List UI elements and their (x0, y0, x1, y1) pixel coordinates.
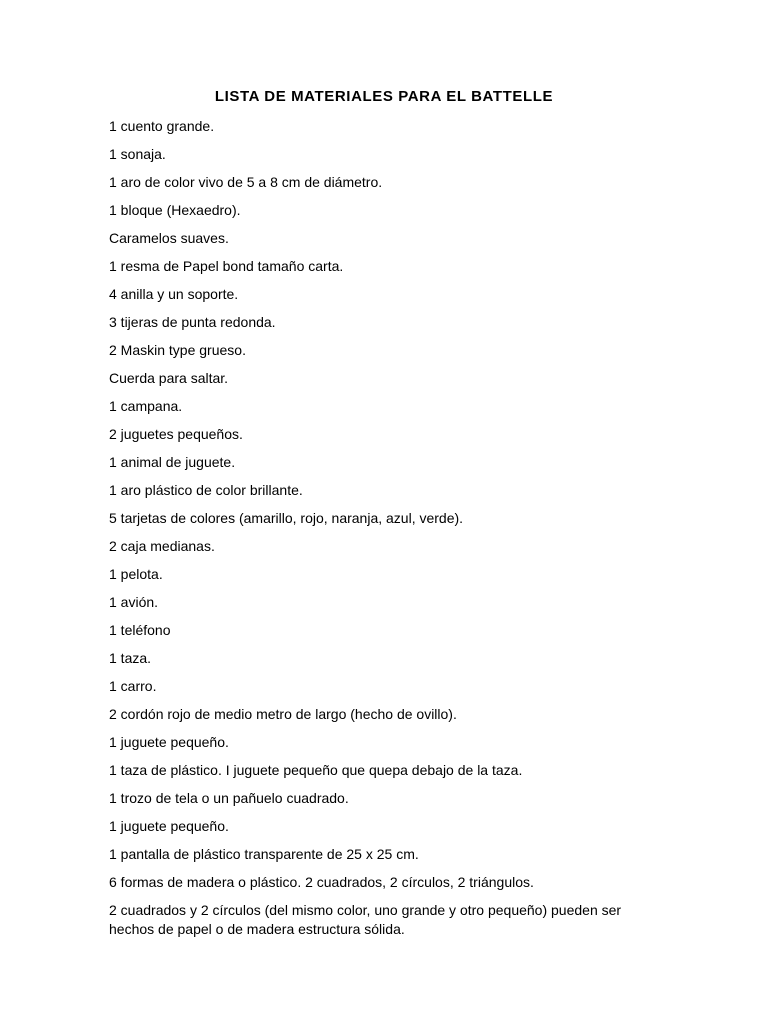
list-item: 1 aro de color vivo de 5 a 8 cm de diámetro. (109, 174, 383, 190)
list-item: 1 carro. (109, 678, 157, 694)
list-item: 1 pantalla de plástico transparente de 25 x 25 cm. (109, 846, 419, 862)
list-item: 1 pelota. (109, 566, 163, 582)
list-item: 1 aro plástico de color brillante. (109, 482, 303, 498)
list-item: 1 cuento grande. (109, 118, 215, 134)
list-item: 1 taza de plástico. I juguete pequeño que quepa debajo de la taza. (109, 762, 523, 778)
list-item: 1 juguete pequeño. (109, 734, 229, 750)
list-item: 1 teléfono (109, 622, 171, 638)
list-item: 1 juguete pequeño. (109, 818, 229, 834)
list-item: 1 resma de Papel bond tamaño carta. (109, 258, 344, 274)
list-item: 1 campana. (109, 398, 183, 414)
list-item: 2 cordón rojo de medio metro de largo (hecho de ovillo). (109, 706, 457, 722)
list-item: 1 bloque (Hexaedro). (109, 202, 241, 218)
document-title: LISTA DE MATERIALES PARA EL BATTELLE (214, 88, 554, 105)
list-item: 1 sonaja. (109, 146, 166, 162)
list-item: 2 Maskin type grueso. (109, 342, 246, 358)
list-item: 6 formas de madera o plástico. 2 cuadrados, 2 círculos, 2 triángulos. (109, 874, 534, 890)
materials-list (109, 117, 669, 948)
list-item: 1 trozo de tela o un pañuelo cuadrado. (109, 790, 349, 806)
list-item: 2 cuadrados y 2 círculos (del mismo color, uno grande y otro pequeño) pueden ser hechos de papel o de madera estructura sólida. (109, 902, 622, 937)
list-item: 5 tarjetas de colores (amarillo, rojo, naranja, azul, verde). (109, 510, 464, 526)
list-item: 1 taza. (109, 650, 152, 666)
list-item: Cuerda para saltar. (109, 370, 229, 386)
list-item: 2 caja medianas. (109, 538, 215, 554)
list-item: Caramelos suaves. (109, 230, 229, 246)
list-item: 2 juguetes pequeños. (109, 426, 243, 442)
list-item: 4 anilla y un soporte. (109, 286, 239, 302)
list-item: 3 tijeras de punta redonda. (109, 314, 276, 330)
list-item: 1 avión. (109, 594, 159, 610)
list-item: 1 animal de juguete. (109, 454, 236, 470)
